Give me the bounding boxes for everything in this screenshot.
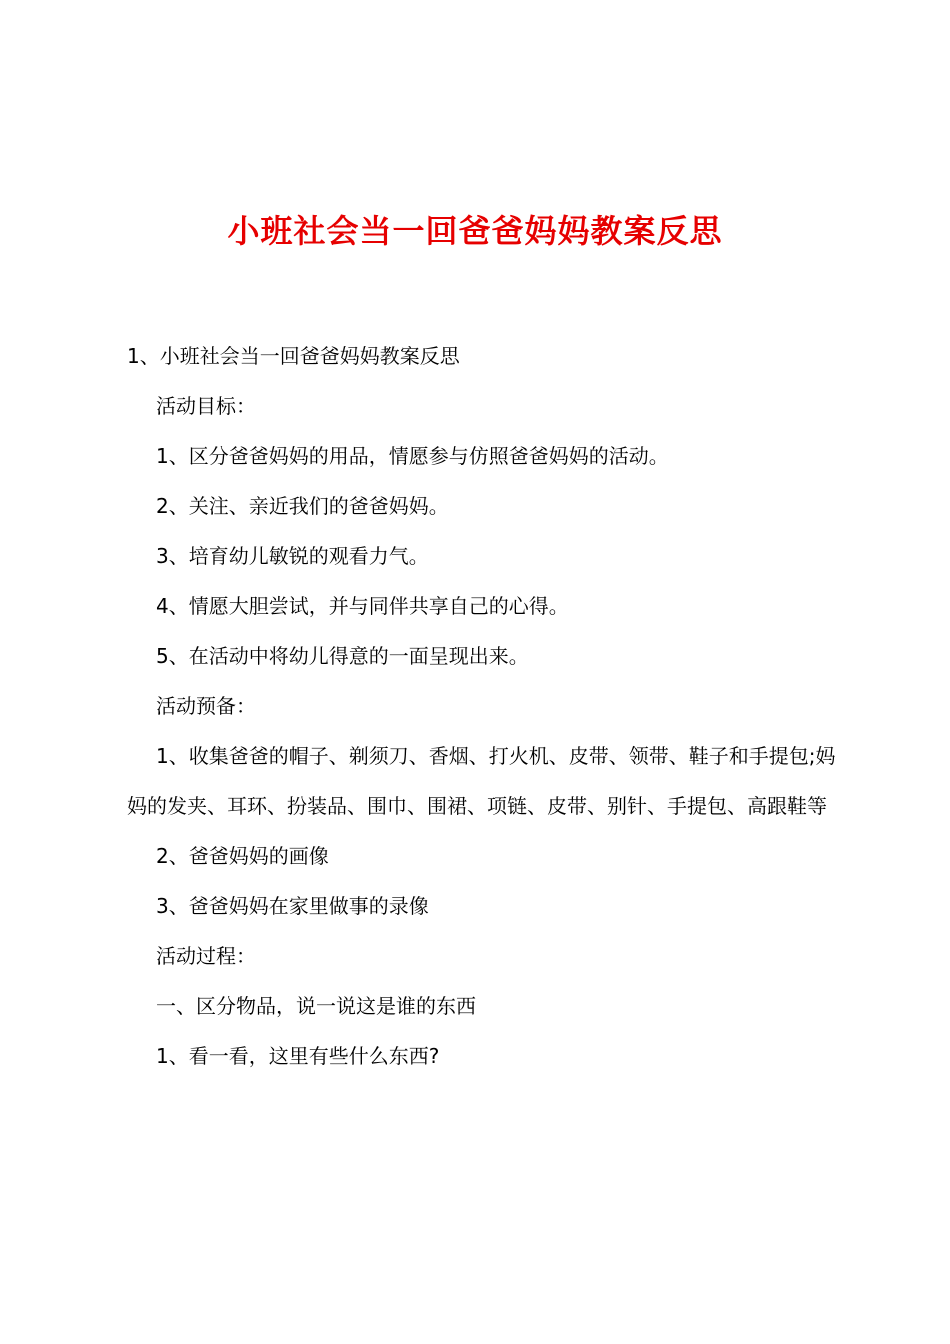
paragraph: 活动过程：: [156, 944, 256, 968]
paragraph: 2、关注、亲近我们的爸爸妈妈。: [156, 494, 449, 518]
paragraph: 2、爸爸妈妈的画像: [156, 844, 329, 868]
document-body: [127, 331, 837, 1081]
paragraph: 活动预备：: [156, 694, 256, 718]
paragraph: 1、看一看，这里有些什么东西?: [156, 1044, 440, 1068]
paragraph: 3、爸爸妈妈在家里做事的录像: [156, 894, 429, 918]
document-title: 小班社会当一回爸爸妈妈教案反思: [227, 212, 723, 250]
paragraph: 一、区分物品，说一说这是谁的东西: [156, 994, 476, 1018]
paragraph: 5、在活动中将幼儿得意的一面呈现出来。: [156, 644, 529, 668]
paragraph: 1、区分爸爸妈妈的用品，情愿参与仿照爸爸妈妈的活动。: [156, 444, 669, 468]
paragraph: 1、收集爸爸的帽子、剃须刀、香烟、打火机、皮带、领带、鞋子和手提包;妈妈的发夹、耳环、扮装品、围巾、围裙、项链、皮带、别针、手提包、高跟鞋等: [127, 744, 836, 818]
paragraph: 3、培育幼儿敏锐的观看力气。: [156, 544, 429, 568]
section-heading: 1、小班社会当一回爸爸妈妈教案反思: [127, 344, 460, 368]
paragraph: 活动目标：: [156, 394, 256, 418]
paragraph: 4、情愿大胆尝试，并与同伴共享自己的心得。: [156, 594, 569, 618]
